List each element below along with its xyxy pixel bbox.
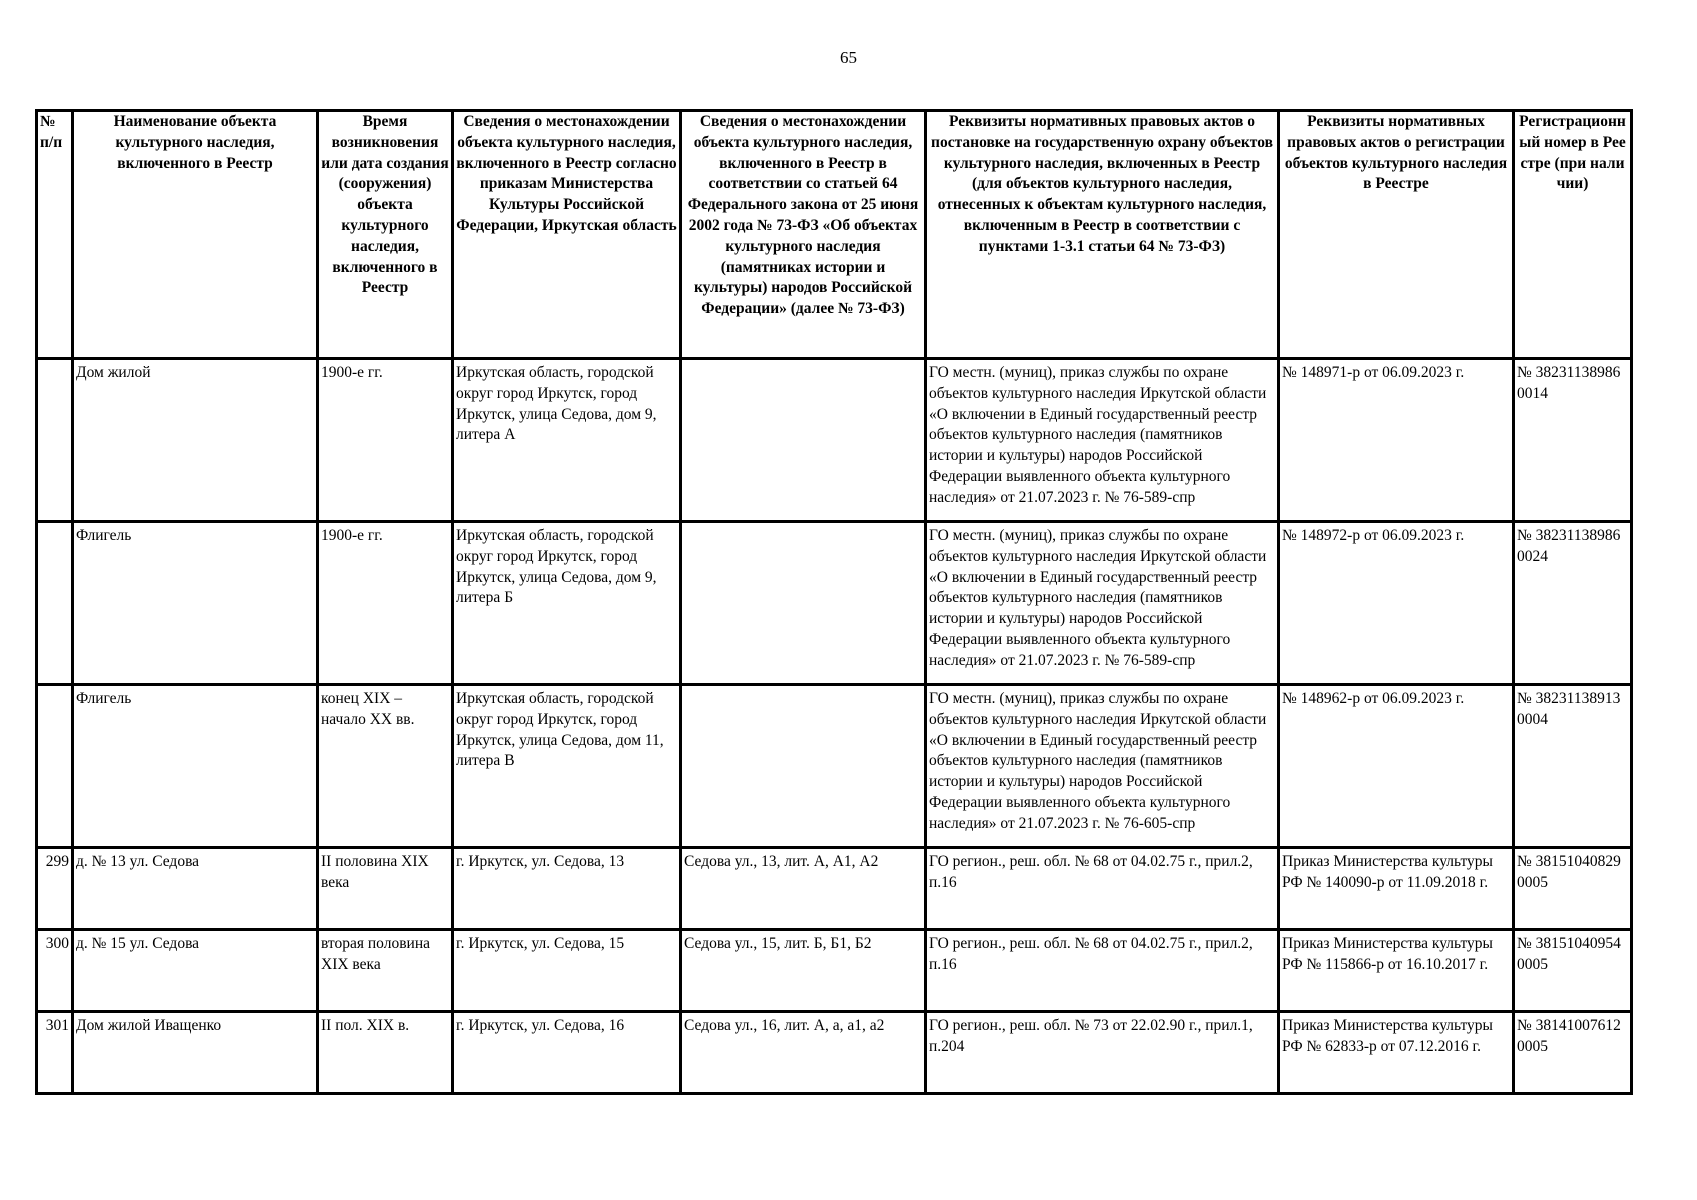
location-law [681, 359, 926, 522]
location-law [681, 522, 926, 685]
protection-act: ГО регион., реш. обл. № 68 от 04.02.75 г., прил.2, п.16 [926, 848, 1279, 930]
header-registration-act: Реквизиты нормативных правовых актов о регистрации объектов культурного наследия в Реестре [1279, 111, 1514, 359]
table-row [37, 359, 1632, 522]
protection-act: ГО регион., реш. обл. № 73 от 22.02.90 г., прил.1, п.204 [926, 1012, 1279, 1094]
header-creation-date: Время возникновения или дата создания (сооружения) объекта культурного наследия, включенного в Реестр [318, 111, 453, 359]
registration-number: № 382311389130004 [1514, 685, 1632, 848]
heritage-registry-table [35, 109, 1633, 1095]
row-number [37, 685, 73, 848]
object-name: Флигель [73, 685, 318, 848]
registration-number: № 381510409540005 [1514, 930, 1632, 1012]
row-number: 299 [37, 848, 73, 930]
creation-date: II половина XIX века [318, 848, 453, 930]
table-row [37, 1012, 1632, 1094]
table-header-row [37, 111, 1632, 359]
header-number: № п/п [37, 111, 73, 359]
location-order: г. Иркутск, ул. Седова, 16 [453, 1012, 681, 1094]
header-registration-number: Регистрационный номер в Реестре (при наличии) [1514, 111, 1632, 359]
header-location-order: Сведения о местонахождении объекта культурного наследия, включенного в Реестр согласно приказам Министерства Культуры Российской Федерации, Иркутская область [453, 111, 681, 359]
protection-act-text: ГО местн. (муниц), приказ службы по охране объектов культурного наследия Иркутской области «О включении в Единый государственный реестр объектов культурного наследия (памятников истории и культуры) народов Российской Федерации выявленного объекта культурного наследия» от 21.07.2023 г. № 76-589-спр [929, 527, 1267, 669]
registration-act: № 148971-р от 06.09.2023 г. [1279, 359, 1514, 522]
location-order: г. Иркутск, ул. Седова, 13 [453, 848, 681, 930]
creation-date: конец XIX – начало XX вв. [318, 685, 453, 848]
protection-act [926, 685, 1279, 848]
table-row [37, 685, 1632, 848]
location-law: Седова ул., 13, лит. А, А1, А2 [681, 848, 926, 930]
creation-date: вторая половина XIX века [318, 930, 453, 1012]
page-number: 65 [840, 48, 857, 67]
header-object-name: Наименование объекта культурного наследия, включенного в Реестр [73, 111, 318, 359]
location-order: Иркутская область, городской округ город Иркутск, город Иркутск, улица Седова, дом 9, литера А [453, 359, 681, 522]
registration-act: № 148962-р от 06.09.2023 г. [1279, 685, 1514, 848]
registration-act: Приказ Министерства культуры РФ № 115866-р от 16.10.2017 г. [1279, 930, 1514, 1012]
object-name: Дом жилой Иващенко [73, 1012, 318, 1094]
header-location-law: Сведения о местонахождении объекта культурного наследия, включенного в Реестр в соответствии со статьей 64 Федерального закона от 25 июня 2002 года № 73-ФЗ «Об объектах культурного наследия (памятниках истории и культуры) народов Российской Федерации» (далее № 73-ФЗ) [681, 111, 926, 359]
location-law [681, 685, 926, 848]
table-row [37, 930, 1632, 1012]
table-row [37, 848, 1632, 930]
registration-act: Приказ Министерства культуры РФ № 140090-р от 11.09.2018 г. [1279, 848, 1514, 930]
protection-act-text: ГО местн. (муниц), приказ службы по охране объектов культурного наследия Иркутской области «О включении в Единый государственный реестр объектов культурного наследия (памятников истории и культуры) народов Российской Федерации выявленного объекта культурного наследия» от 21.07.2023 г. № 76-589-спр [929, 364, 1267, 506]
protection-act [926, 359, 1279, 522]
registration-number: № 382311389860014 [1514, 359, 1632, 522]
registration-number: № 381510408290005 [1514, 848, 1632, 930]
registration-number: № 381410076120005 [1514, 1012, 1632, 1094]
object-name: д. № 15 ул. Седова [73, 930, 318, 1012]
table-row [37, 522, 1632, 685]
object-name: Дом жилой [73, 359, 318, 522]
location-law: Седова ул., 15, лит. Б, Б1, Б2 [681, 930, 926, 1012]
location-order: г. Иркутск, ул. Седова, 15 [453, 930, 681, 1012]
registration-act: Приказ Министерства культуры РФ № 62833-р от 07.12.2016 г. [1279, 1012, 1514, 1094]
registration-number: № 382311389860024 [1514, 522, 1632, 685]
protection-act-text: ГО местн. (муниц), приказ службы по охране объектов культурного наследия Иркутской области «О включении в Единый государственный реестр объектов культурного наследия (памятников истории и культуры) народов Российской Федерации выявленного объекта культурного наследия» от 21.07.2023 г. № 76-605-спр [929, 690, 1267, 832]
row-number [37, 522, 73, 685]
creation-date: II пол. XIX в. [318, 1012, 453, 1094]
creation-date: 1900-е гг. [318, 359, 453, 522]
location-order: Иркутская область, городской округ город Иркутск, город Иркутск, улица Седова, дом 9, литера Б [453, 522, 681, 685]
row-number: 301 [37, 1012, 73, 1094]
row-number [37, 359, 73, 522]
location-order: Иркутская область, городской округ город Иркутск, город Иркутск, улица Седова, дом 11, литера В [453, 685, 681, 848]
registration-act: № 148972-р от 06.09.2023 г. [1279, 522, 1514, 685]
location-law: Седова ул., 16, лит. А, а, а1, а2 [681, 1012, 926, 1094]
protection-act [926, 522, 1279, 685]
object-name: д. № 13 ул. Седова [73, 848, 318, 930]
object-name: Флигель [73, 522, 318, 685]
creation-date: 1900-е гг. [318, 522, 453, 685]
header-protection-act: Реквизиты нормативных правовых актов о постановке на государственную охрану объектов культурного наследия, включенных в Реестр (для объектов культурного наследия, отнесенных к объектам культурного наследия, включенным в Реестр в соответствии с пунктами 1-3.1 статьи 64 № 73-ФЗ) [926, 111, 1279, 359]
row-number: 300 [37, 930, 73, 1012]
protection-act: ГО регион., реш. обл. № 68 от 04.02.75 г., прил.2, п.16 [926, 930, 1279, 1012]
